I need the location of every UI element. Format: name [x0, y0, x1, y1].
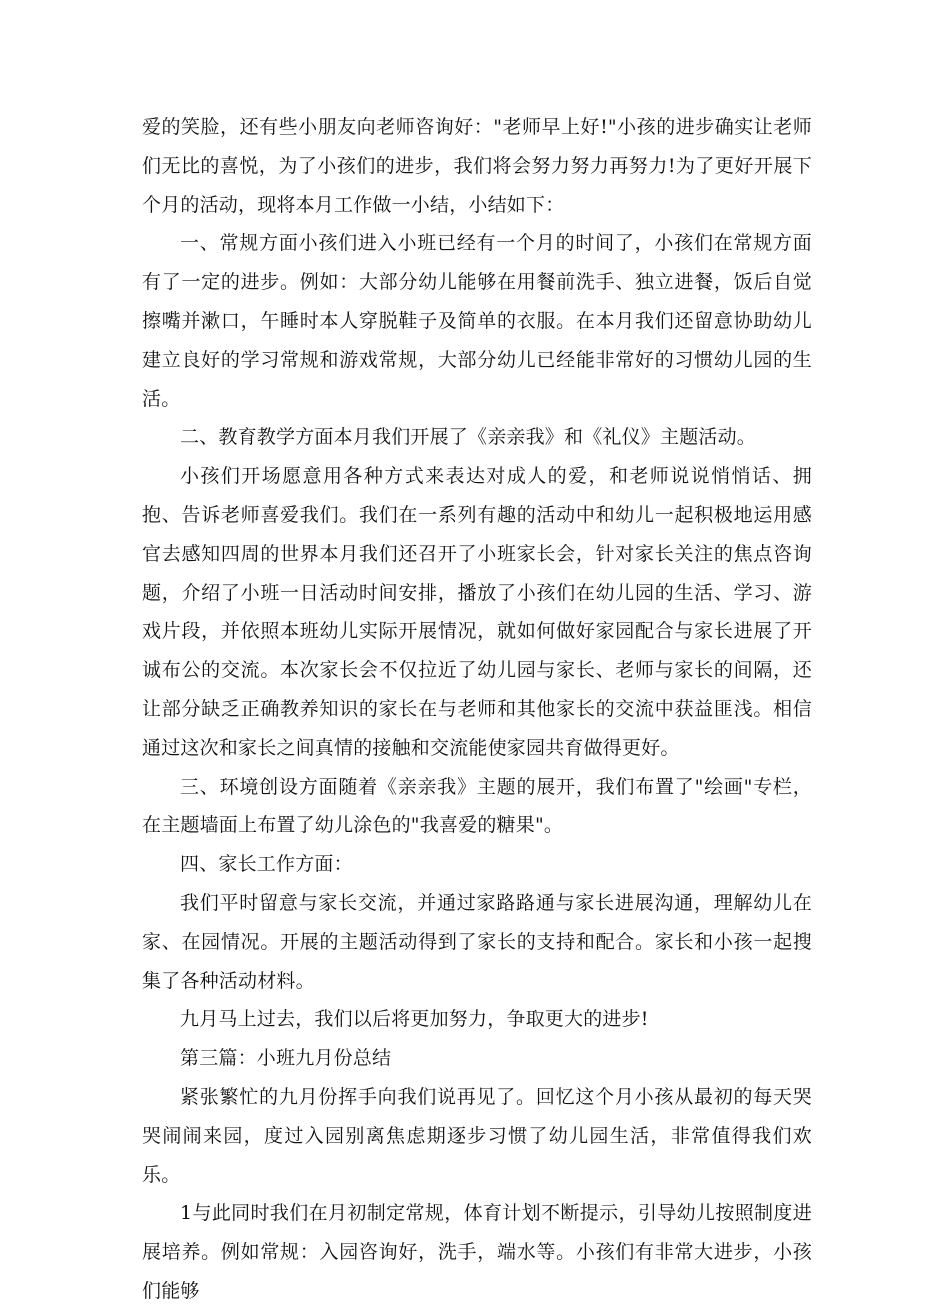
paragraph-teaching-heading: 二、教育教学方面本月我们开展了《亲亲我》和《礼仪》主题活动。 [180, 426, 757, 449]
paragraph-september-review: 紧张繁忙的九月份挥手向我们说再见了。回忆这个月小孩从最初的每天哭哭闹闹来园，度过入园别离焦虑期逐步习惯了幼儿园生活，非常值得我们欢乐。 [142, 1085, 812, 1186]
paragraph-parent-work-details: 我们平时留意与家长交流，并通过家路路通与家长进展沟通，理解幼儿在家、在园情况。开展的主题活动得到了家长的支持和配合。家长和小孩一起搜集了各种活动材料。 [142, 891, 812, 992]
paragraph-september-closing: 九月马上过去，我们以后将更加努力，争取更大的进步! [180, 1008, 649, 1031]
paragraph-environment: 三、环境创设方面随着《亲亲我》主题的展开，我们布置了"绘画"专栏，在主题墙面上布置了幼儿涂色的"我喜爱的糖果"。 [142, 775, 812, 837]
paragraph-parent-work-heading: 四、家长工作方面： [180, 853, 353, 876]
paragraph-intro-continuation: 爱的笑脸，还有些小朋友向老师咨询好："老师早上好!"小孩的进步确实让老师们无比的喜悦，为了小孩们的进步，我们将会努力努力再努力!为了更好开展下个月的活动，现将本月工作做一小结，小结如下： [142, 116, 812, 216]
paragraph-routine-plan: 1与此同时我们在月初制定常规，体育计划不断提示，引导幼儿按照制度进展培养。例如常规：入园咨询好，洗手，端水等。小孩们有非常大进步，小孩们能够 [142, 1202, 812, 1302]
paragraph-teaching-details: 小孩们开场愿意用各种方式来表达对成人的爱，和老师说说悄悄话、拥抱、告诉老师喜爱我们。我们在一系列有趣的活动中和幼儿一起积极地运用感官去感知四周的世界本月我们还召开了小班家长会，针对家长关注的焦点咨询题，介绍了小班一日活动时间安排，播放了小孩们在幼儿园的生活、学习、游戏片段，并依照本班幼儿实际开展情况，就如何做好家园配合与家长进展了开诚布公的交流。本次家长会不仅拉近了幼儿园与家长、老师与家长的间隔，还让部分缺乏正确教养知识的家长在与老师和其他家长的交流中获益匪浅。相信通过这次和家长之间真情的接触和交流能使家园共育做得更好。 [142, 465, 812, 759]
section-title-third: 第三篇：小班九月份总结 [180, 1047, 392, 1070]
paragraph-routine: 一、常规方面小孩们进入小班已经有一个月的时间了，小孩们在常规方面有了一定的进步。例如：大部分幼儿能够在用餐前洗手、独立进餐，饭后自觉擦嘴并漱口，午睡时本人穿脱鞋子及简单的衣服。在本月我们还留意协助幼儿建立良好的学习常规和游戏常规，大部分幼儿已经能非常好的习惯幼儿园的生活。 [142, 232, 812, 410]
document-body [142, 108, 812, 1311]
